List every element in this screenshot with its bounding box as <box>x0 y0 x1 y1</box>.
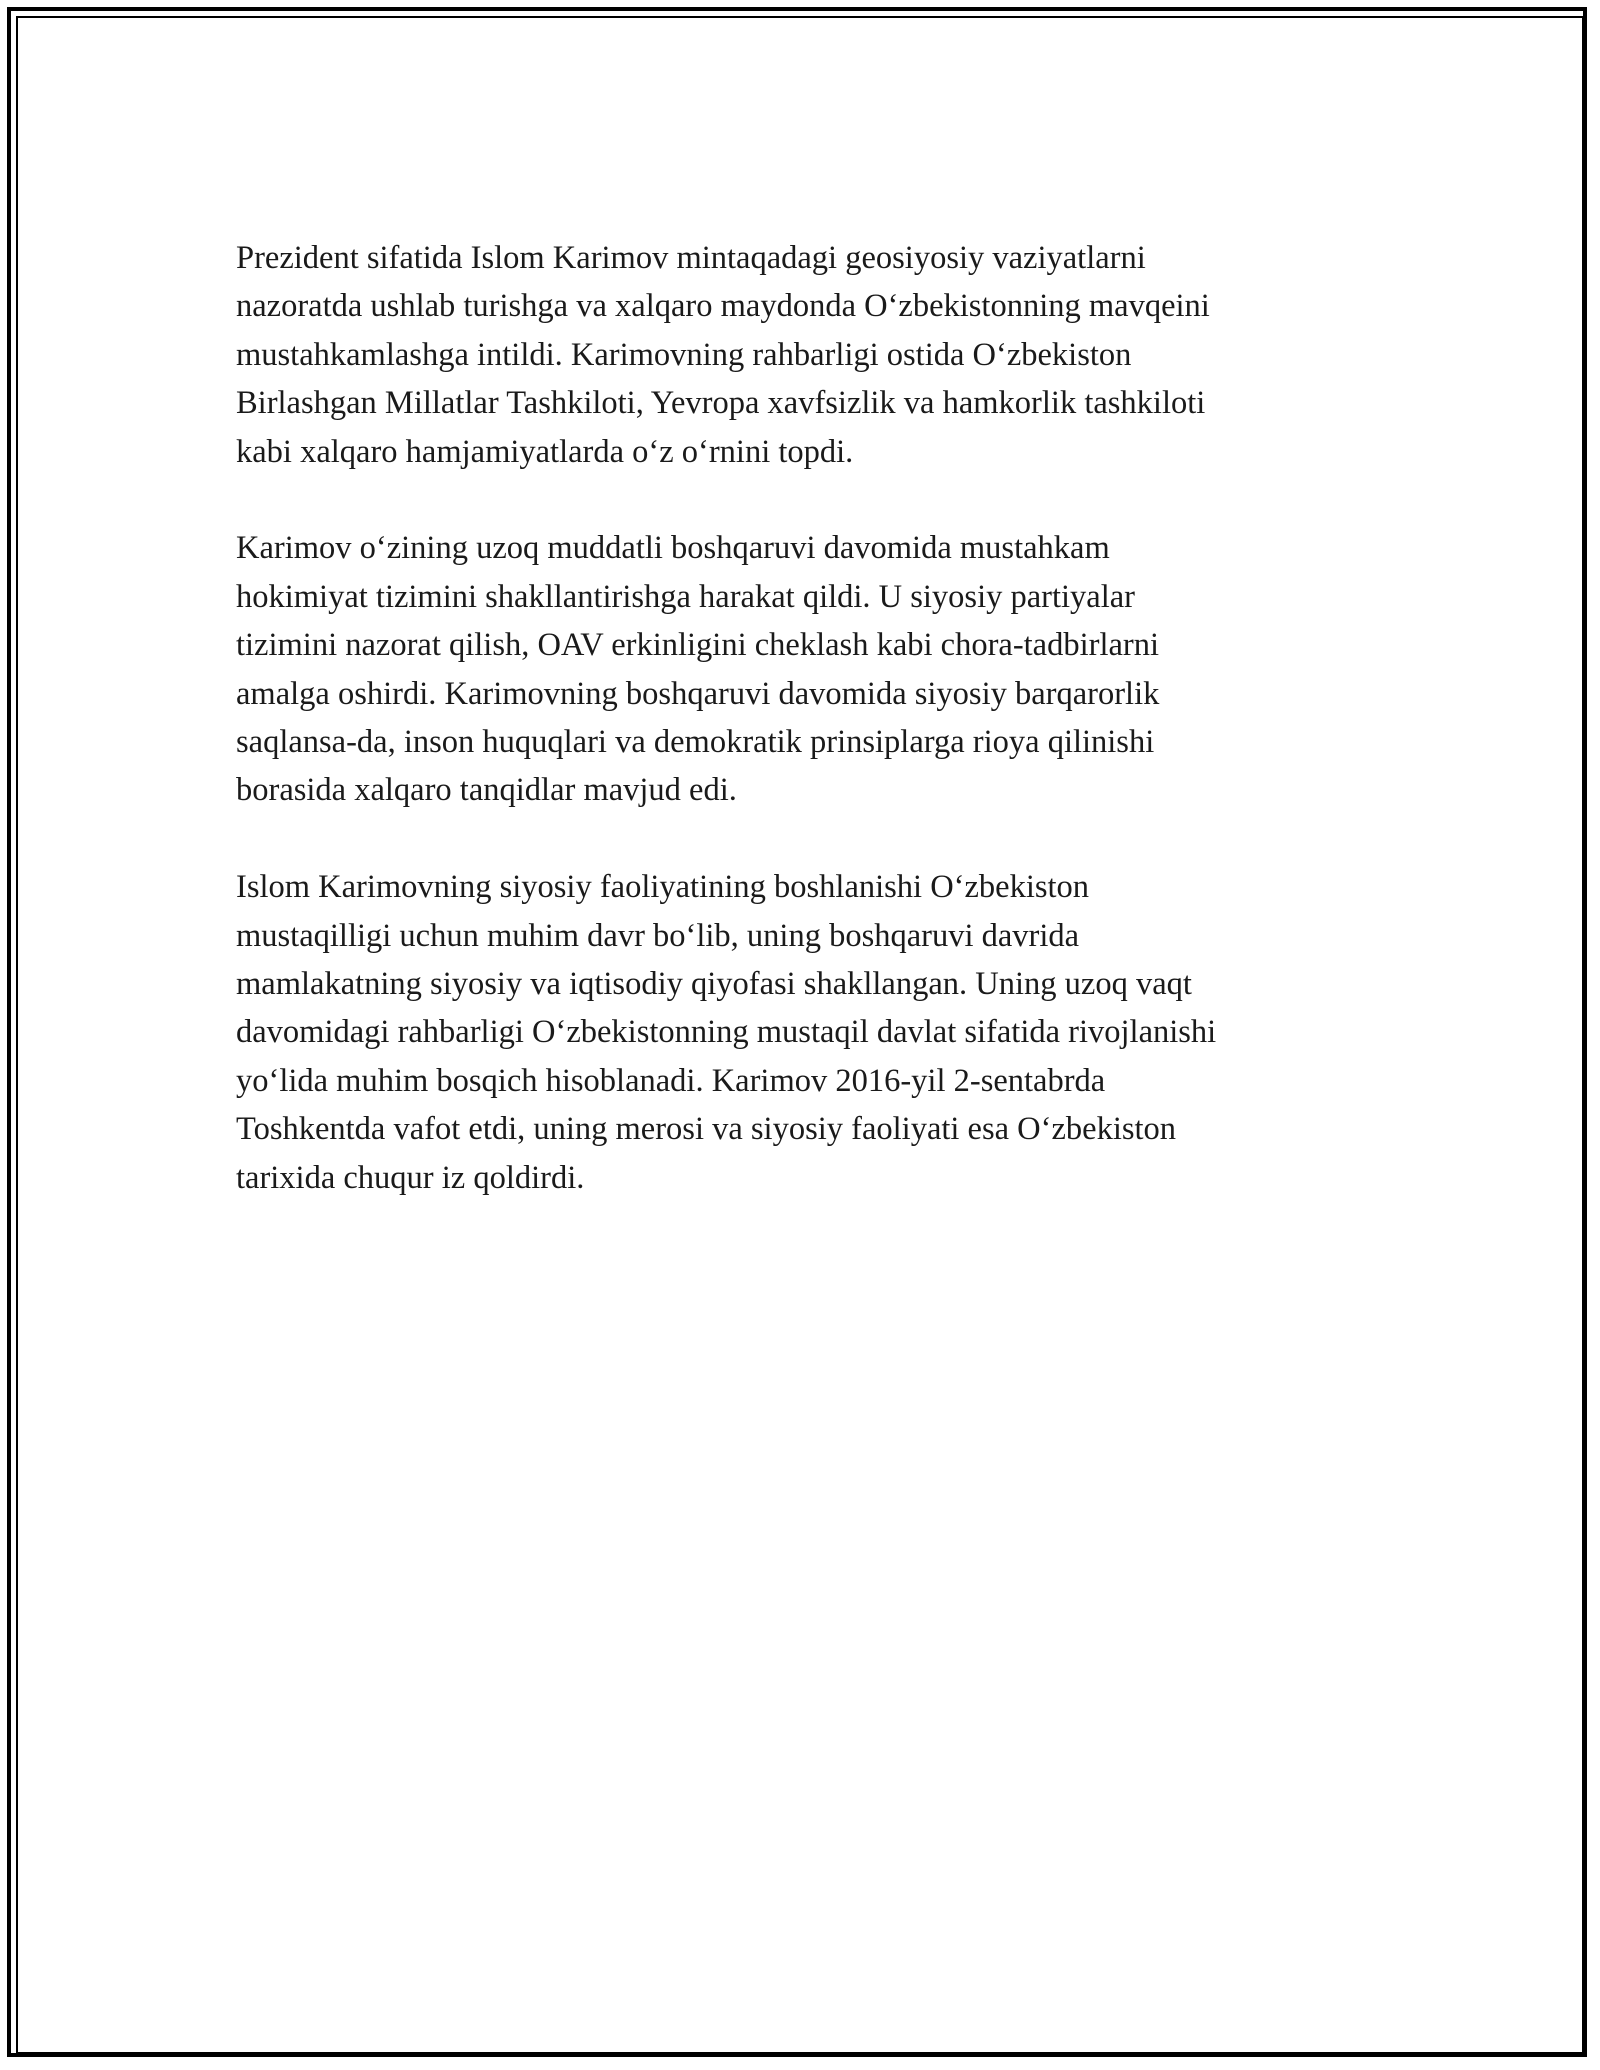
text-line: tizimini nazorat qilish, OAV erkinligini cheklash kabi chora-tadbirlarni <box>236 627 1160 664</box>
text-line: Birlashgan Millatlar Tashkiloti, Yevropa xavfsizlik va hamkorlik tashkiloti <box>236 385 1206 422</box>
text-line: mustaqilligi uchun muhim davr bo‘lib, uning boshqaruvi davrida <box>236 917 1080 954</box>
text-line: davomidagi rahbarligi O‘zbekistonning mustaqil davlat sifatida rivojlanishi <box>236 1014 1217 1051</box>
text-line: mamlakatning siyosiy va iqtisodiy qiyofasi shakllangan. Uning uzoq vaqt <box>236 966 1192 1003</box>
text-line: mustahkamlashga intildi. Karimovning rahbarligi ostida O‘zbekiston <box>236 336 1132 373</box>
text-line: saqlansa-da, inson huquqlari va demokratik prinsiplarga rioya qilinishi <box>236 724 1155 761</box>
text-line: Prezident sifatida Islom Karimov mintaqadagi geosiyosiy vaziyatlarni <box>236 240 1146 276</box>
text-line: tarixida chuqur iz qoldirdi. <box>236 1159 585 1196</box>
text-line: nazoratda ushlab turishga va xalqaro maydonda O‘zbekistonning mavqeini <box>236 288 1210 325</box>
text-line: Karimov o‘zining uzoq muddatli boshqaruvi davomida mustahkam <box>236 530 1110 567</box>
text-line: kabi xalqaro hamjamiyatlarda o‘z o‘rnini topdi. <box>236 433 854 470</box>
paragraph-3 <box>236 863 1356 1202</box>
text-line: amalga oshirdi. Karimovning boshqaruvi davomida siyosiy barqarorlik <box>236 675 1160 712</box>
document-body <box>236 234 1356 1250</box>
text-line: hokimiyat tizimini shakllantirishga harakat qildi. U siyosiy partiyalar <box>236 578 1135 615</box>
paragraph-1 <box>236 234 1356 476</box>
text-line: borasida xalqaro tanqidlar mavjud edi. <box>236 772 737 809</box>
paragraph-2 <box>236 524 1356 814</box>
text-line: Islom Karimovning siyosiy faoliyatining boshlanishi O‘zbekiston <box>236 869 1090 906</box>
text-line: yo‘lida muhim bosqich hisoblanadi. Karimov 2016-yil 2-sentabrda <box>236 1062 1106 1099</box>
text-line: Toshkentda vafot etdi, uning merosi va siyosiy faoliyati esa O‘zbekiston <box>236 1111 1177 1148</box>
